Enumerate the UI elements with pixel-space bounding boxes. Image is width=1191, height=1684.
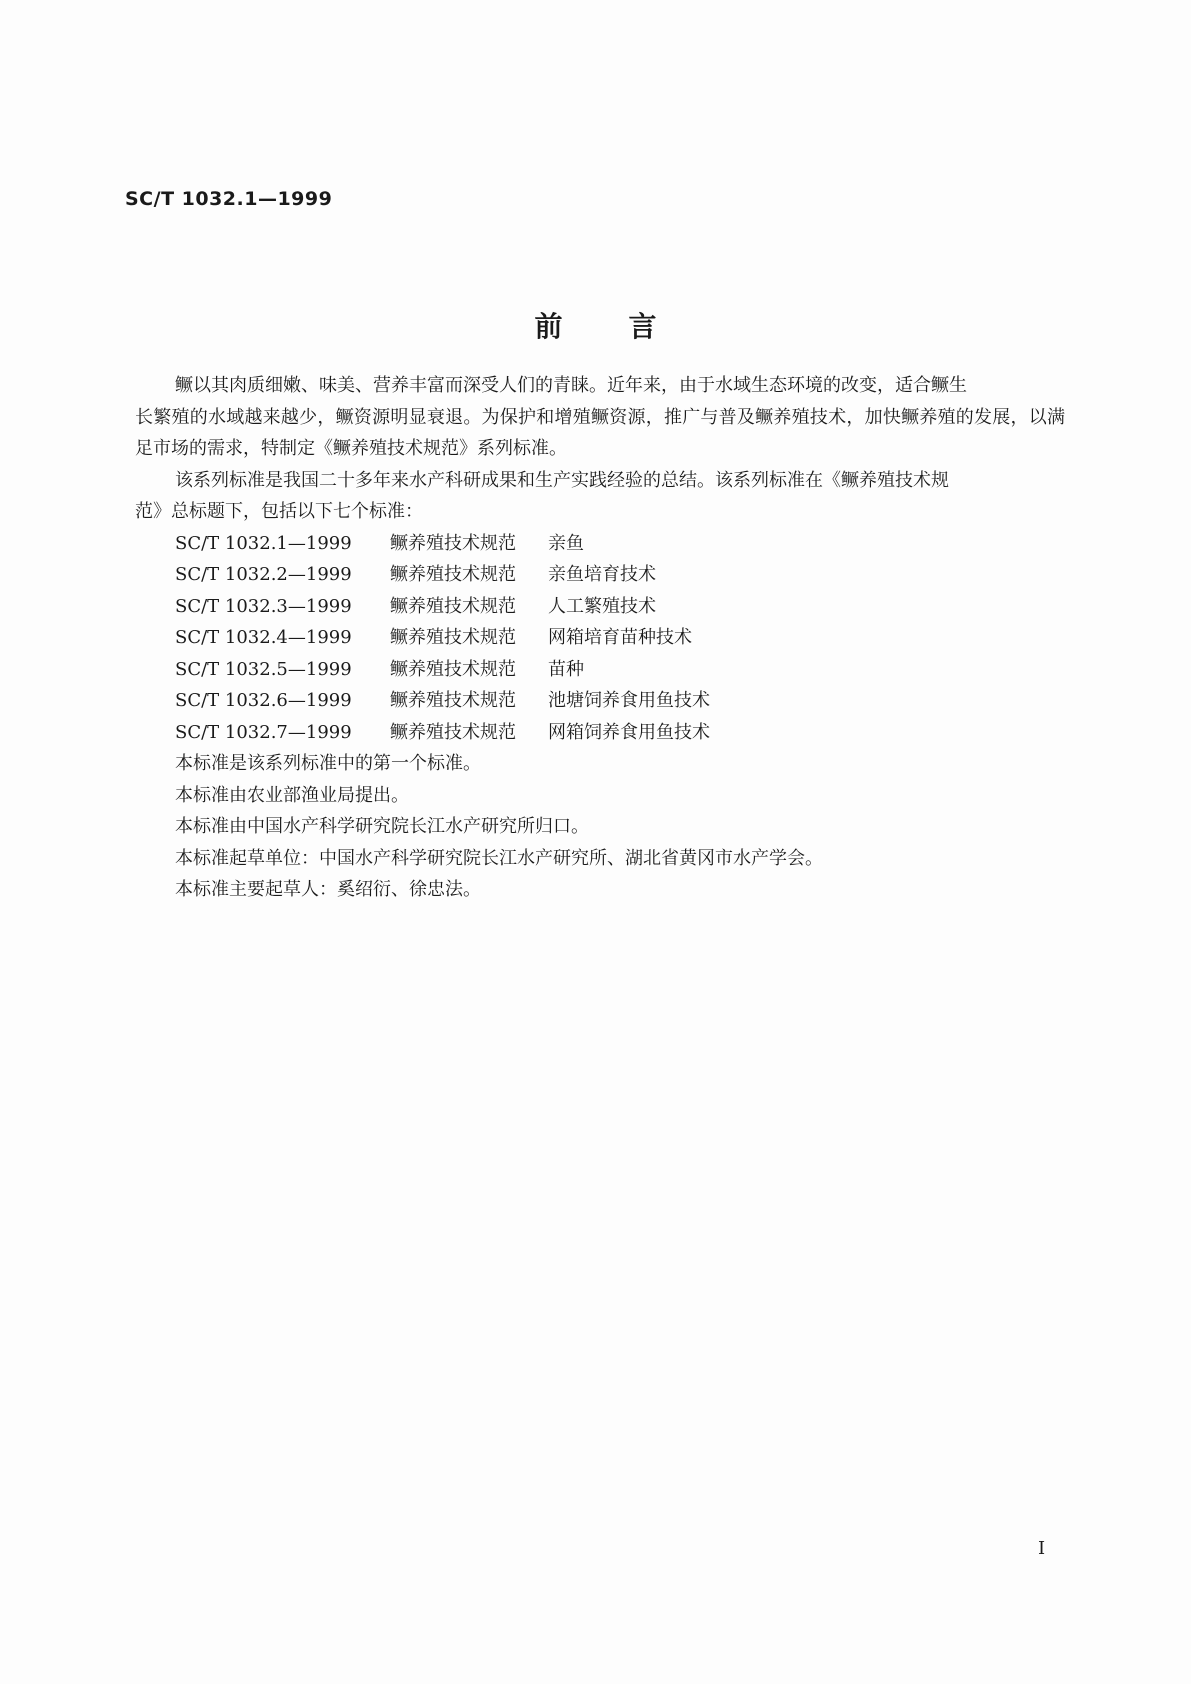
note-first-in-series: 本标准是该系列标准中的第一个标准。 [175,753,481,774]
foreword-body [135,370,1065,906]
page-number: I [1038,1538,1046,1559]
standard-code: SC/T 1032.1—1999 [125,188,333,210]
standard-item [175,685,1065,717]
standard-item [175,622,1065,654]
standard-item [175,528,1065,560]
standard-number: SC/T 1032.5—1999 [175,658,352,680]
paragraph-series-line1: 该系列标准是我国二十多年来水产科研成果和生产实践经验的总结。该系列标准在《鳜养殖技术规 [175,469,949,491]
standard-part-title: 网箱饲养食用鱼技术 [548,721,710,743]
standard-part-title: 池塘饲养食用鱼技术 [548,690,710,711]
standard-series-title: 鳜养殖技术规范 [390,595,516,617]
standard-number: SC/T 1032.6—1999 [175,690,352,711]
standard-part-title: 人工繁殖技术 [548,595,656,617]
standard-number: SC/T 1032.4—1999 [175,627,352,648]
standard-part-title: 网箱培育苗种技术 [548,627,692,648]
standard-number: SC/T 1032.2—1999 [175,564,352,585]
standard-item [175,559,1065,591]
standard-series-title: 鳜养殖技术规范 [390,690,516,711]
note-centralized-by: 本标准由中国水产科学研究院长江水产研究所归口。 [175,816,589,837]
note-drafters: 本标准主要起草人：奚绍衍、徐忠法。 [175,879,481,900]
standard-number: SC/T 1032.3—1999 [175,595,352,617]
standards-list [175,528,1065,749]
standard-number: SC/T 1032.1—1999 [175,532,352,554]
note-drafting-units: 本标准起草单位：中国水产科学研究院长江水产研究所、湖北省黄冈市水产学会。 [175,847,823,869]
standard-series-title: 鳜养殖技术规范 [390,564,516,585]
paragraph-intro-rest: 长繁殖的水域越来越少，鳜资源明显衰退。为保护和增殖鳜资源，推广与普及鳜养殖技术，加快鳜养殖的发展，以满足市场的需求，特制定《鳜养殖技术规范》系列标准。 [135,406,1065,459]
standard-item [175,591,1065,623]
standard-series-title: 鳜养殖技术规范 [390,658,516,680]
note-proposed-by: 本标准由农业部渔业局提出。 [175,784,409,806]
page-title: 前言 [534,310,723,343]
standard-part-title: 亲鱼培育技术 [548,564,656,585]
standard-item [175,654,1065,686]
standard-series-title: 鳜养殖技术规范 [390,627,516,648]
standard-number: SC/T 1032.7—1999 [175,721,352,743]
paragraph-intro-line1: 鳜以其肉质细嫩、味美、营养丰富而深受人们的青睐。近年来，由于水域生态环境的改变，适合鳜生 [175,375,967,396]
standard-part-title: 亲鱼 [548,532,584,554]
standard-series-title: 鳜养殖技术规范 [390,721,516,743]
standard-item [175,717,1065,749]
standard-series-title: 鳜养殖技术规范 [390,532,516,554]
standard-part-title: 苗种 [548,658,584,680]
paragraph-series-rest: 范》总标题下，包括以下七个标准： [135,501,423,522]
